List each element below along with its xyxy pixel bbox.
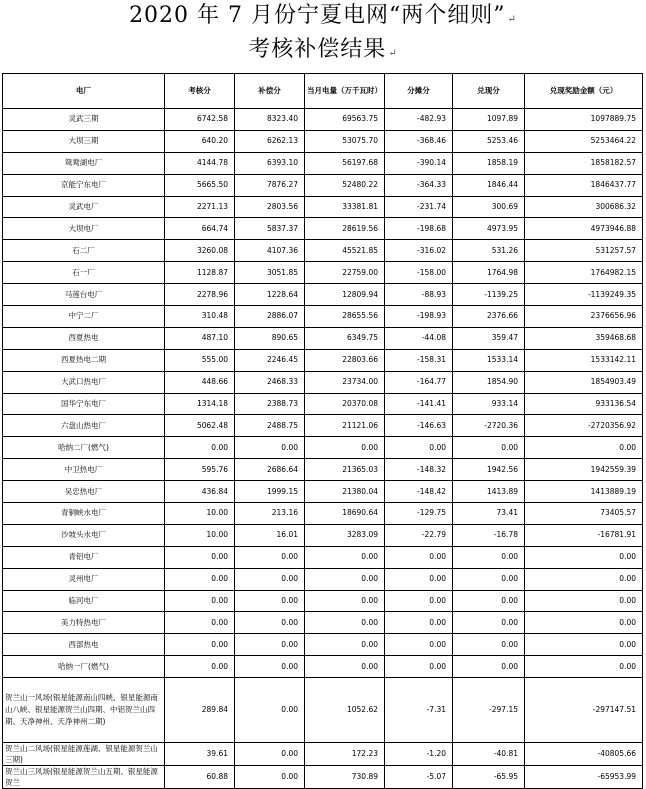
energy-cell: 21380.04 bbox=[305, 481, 385, 503]
energy-cell: 0.00 bbox=[305, 634, 385, 656]
plant-name-cell: 西部热电 bbox=[3, 634, 165, 656]
apportion-cell: -158.31 bbox=[385, 349, 453, 371]
settlement-cell: 531.26 bbox=[453, 240, 525, 262]
energy-cell: 69563.75 bbox=[305, 109, 385, 131]
table-header-row bbox=[3, 74, 643, 109]
reward-cell: 1942559.39 bbox=[525, 459, 643, 481]
assessment-cell: 595.76 bbox=[165, 459, 235, 481]
table-row bbox=[3, 678, 643, 743]
apportion-cell: -5.07 bbox=[385, 766, 453, 789]
compensation-cell: 0.00 bbox=[235, 568, 305, 590]
table-row bbox=[3, 612, 643, 634]
plant-name-cell: 灵武三期 bbox=[3, 109, 165, 131]
energy-cell: 56197.68 bbox=[305, 152, 385, 174]
column-header-settlement: 兑现分 bbox=[453, 74, 525, 109]
energy-cell: 22803.66 bbox=[305, 349, 385, 371]
table-row bbox=[3, 371, 643, 393]
plant-name-cell: 灵州电厂 bbox=[3, 568, 165, 590]
assessment-cell: 5665.50 bbox=[165, 174, 235, 196]
table-row bbox=[3, 196, 643, 218]
reward-cell: 0.00 bbox=[525, 568, 643, 590]
reward-cell: 1413889.19 bbox=[525, 481, 643, 503]
apportion-cell: -148.32 bbox=[385, 459, 453, 481]
apportion-cell: 0.00 bbox=[385, 612, 453, 634]
apportion-cell: -158.00 bbox=[385, 262, 453, 284]
settlement-cell: 4973.95 bbox=[453, 218, 525, 240]
settlement-cell: -16.78 bbox=[453, 524, 525, 546]
assessment-cell: 664.74 bbox=[165, 218, 235, 240]
assessment-cell: 1128.87 bbox=[165, 262, 235, 284]
energy-cell: 0.00 bbox=[305, 656, 385, 678]
plant-name-cell: 大坝三期 bbox=[3, 130, 165, 152]
paragraph-mark-icon: ↵ bbox=[507, 14, 517, 25]
settlement-cell: -65.95 bbox=[453, 766, 525, 789]
assessment-cell: 0.00 bbox=[165, 568, 235, 590]
reward-cell: 0.00 bbox=[525, 634, 643, 656]
column-header-plant: 电厂 bbox=[3, 74, 165, 109]
reward-cell: 4973946.88 bbox=[525, 218, 643, 240]
reward-cell: 300686.32 bbox=[525, 196, 643, 218]
reward-cell: 933136.54 bbox=[525, 393, 643, 415]
apportion-cell: -146.63 bbox=[385, 415, 453, 437]
table-row bbox=[3, 240, 643, 262]
compensation-cell: 0.00 bbox=[235, 612, 305, 634]
table-row bbox=[3, 218, 643, 240]
apportion-cell: 0.00 bbox=[385, 546, 453, 568]
reward-cell: 0.00 bbox=[525, 656, 643, 678]
reward-cell: 73405.57 bbox=[525, 503, 643, 525]
apportion-cell: -44.08 bbox=[385, 327, 453, 349]
compensation-cell: 0.00 bbox=[235, 546, 305, 568]
apportion-cell: -368.46 bbox=[385, 130, 453, 152]
apportion-cell: -1.20 bbox=[385, 743, 453, 766]
settlement-cell: 73.41 bbox=[453, 503, 525, 525]
assessment-cell: 436.84 bbox=[165, 481, 235, 503]
compensation-cell: 5837.37 bbox=[235, 218, 305, 240]
compensation-cell: 890.65 bbox=[235, 327, 305, 349]
plant-name-cell: 青铝电厂 bbox=[3, 546, 165, 568]
compensation-cell: 0.00 bbox=[235, 590, 305, 612]
reward-cell: 2376656.96 bbox=[525, 306, 643, 328]
energy-cell: 21365.03 bbox=[305, 459, 385, 481]
settlement-cell: 1413.89 bbox=[453, 481, 525, 503]
title-line-1: 2020 年 7 月份宁夏电网“两个细则” ↵ bbox=[129, 3, 517, 28]
assessment-cell: 1314.18 bbox=[165, 393, 235, 415]
assessment-cell: 2278.96 bbox=[165, 284, 235, 306]
table-row bbox=[3, 481, 643, 503]
assessment-cell: 289.84 bbox=[165, 678, 235, 743]
reward-cell: -2720356.92 bbox=[525, 415, 643, 437]
column-header-monthly-energy: 当月电量（万千瓦时） bbox=[305, 74, 385, 109]
table-row bbox=[3, 524, 643, 546]
compensation-cell: 0.00 bbox=[235, 437, 305, 459]
assessment-cell: 0.00 bbox=[165, 612, 235, 634]
energy-cell: 0.00 bbox=[305, 590, 385, 612]
table-row bbox=[3, 109, 643, 131]
assessment-cell: 0.00 bbox=[165, 634, 235, 656]
assessment-cell: 3260.08 bbox=[165, 240, 235, 262]
plant-name-cell: 贺兰山一风场(银星能源南山四峡、银星能源南山八峡、银星能源贺兰山四期、中铝贺兰山四期、天净神州、天净神州二期) bbox=[3, 678, 165, 743]
plant-name-cell: 沙坡头水电厂 bbox=[3, 524, 165, 546]
apportion-cell: 0.00 bbox=[385, 568, 453, 590]
compensation-cell: 2246.45 bbox=[235, 349, 305, 371]
apportion-cell: -141.41 bbox=[385, 393, 453, 415]
compensation-cell: 2686.64 bbox=[235, 459, 305, 481]
plant-name-cell: 西夏热电 bbox=[3, 327, 165, 349]
settlement-cell: -1139.25 bbox=[453, 284, 525, 306]
table-row bbox=[3, 656, 643, 678]
reward-cell: -1139249.35 bbox=[525, 284, 643, 306]
assessment-cell: 487.10 bbox=[165, 327, 235, 349]
settlement-cell: 359.47 bbox=[453, 327, 525, 349]
plant-name-cell: 马莲台电厂 bbox=[3, 284, 165, 306]
reward-cell: 0.00 bbox=[525, 590, 643, 612]
energy-cell: 172.23 bbox=[305, 743, 385, 766]
assessment-cell: 5062.48 bbox=[165, 415, 235, 437]
apportion-cell: -164.77 bbox=[385, 371, 453, 393]
column-header-apportion: 分摊分 bbox=[385, 74, 453, 109]
reward-cell: -297147.51 bbox=[525, 678, 643, 743]
settlement-cell: 1942.56 bbox=[453, 459, 525, 481]
energy-cell: 3283.09 bbox=[305, 524, 385, 546]
apportion-cell: -7.31 bbox=[385, 678, 453, 743]
settlement-cell: 933.14 bbox=[453, 393, 525, 415]
energy-cell: 6349.75 bbox=[305, 327, 385, 349]
compensation-cell: 4107.36 bbox=[235, 240, 305, 262]
plant-name-cell: 石一厂 bbox=[3, 262, 165, 284]
reward-cell: -16781.91 bbox=[525, 524, 643, 546]
compensation-cell: 0.00 bbox=[235, 634, 305, 656]
energy-cell: 52480.22 bbox=[305, 174, 385, 196]
compensation-cell: 213.16 bbox=[235, 503, 305, 525]
settlement-cell: 1854.90 bbox=[453, 371, 525, 393]
plant-name-cell: 中卫热电厂 bbox=[3, 459, 165, 481]
apportion-cell: -364.33 bbox=[385, 174, 453, 196]
energy-cell: 0.00 bbox=[305, 546, 385, 568]
table-row bbox=[3, 743, 643, 766]
compensation-cell: 2803.56 bbox=[235, 196, 305, 218]
reward-cell: 531257.57 bbox=[525, 240, 643, 262]
assessment-cell: 310.48 bbox=[165, 306, 235, 328]
energy-cell: 28619.56 bbox=[305, 218, 385, 240]
plant-name-cell: 青铜峡水电厂 bbox=[3, 503, 165, 525]
column-header-compensation: 补偿分 bbox=[235, 74, 305, 109]
plant-name-cell: 吴忠热电厂 bbox=[3, 481, 165, 503]
apportion-cell: -482.93 bbox=[385, 109, 453, 131]
energy-cell: 0.00 bbox=[305, 437, 385, 459]
compensation-cell: 7876.27 bbox=[235, 174, 305, 196]
reward-cell: 0.00 bbox=[525, 437, 643, 459]
apportion-cell: -231.74 bbox=[385, 196, 453, 218]
settlement-cell: -2720.36 bbox=[453, 415, 525, 437]
table-row bbox=[3, 568, 643, 590]
plant-name-cell: 国华宁东电厂 bbox=[3, 393, 165, 415]
energy-cell: 45521.85 bbox=[305, 240, 385, 262]
energy-cell: 18690.64 bbox=[305, 503, 385, 525]
apportion-cell: -390.14 bbox=[385, 152, 453, 174]
assessment-cell: 0.00 bbox=[165, 437, 235, 459]
compensation-cell: 2886.07 bbox=[235, 306, 305, 328]
settlement-cell: -40.81 bbox=[453, 743, 525, 766]
table-row bbox=[3, 503, 643, 525]
energy-cell: 23734.00 bbox=[305, 371, 385, 393]
reward-cell: 1854903.49 bbox=[525, 371, 643, 393]
settlement-cell: 1846.44 bbox=[453, 174, 525, 196]
table-row bbox=[3, 546, 643, 568]
compensation-cell: 16.01 bbox=[235, 524, 305, 546]
compensation-cell: 0.00 bbox=[235, 743, 305, 766]
settlement-cell: 300.69 bbox=[453, 196, 525, 218]
plant-name-cell: 美力特热电厂 bbox=[3, 612, 165, 634]
apportion-cell: -148.42 bbox=[385, 481, 453, 503]
plant-name-cell: 鸳鸯湖电厂 bbox=[3, 152, 165, 174]
settlement-cell: 1097.89 bbox=[453, 109, 525, 131]
plant-name-cell: 中宁二厂 bbox=[3, 306, 165, 328]
assessment-cell: 60.88 bbox=[165, 766, 235, 789]
energy-cell: 1052.62 bbox=[305, 678, 385, 743]
plant-name-cell: 贺兰山三风场(银星能源贺兰山五期、银星能源贺兰 bbox=[3, 766, 165, 789]
energy-cell: 53075.70 bbox=[305, 130, 385, 152]
table-row bbox=[3, 284, 643, 306]
table-row bbox=[3, 130, 643, 152]
assessment-cell: 10.00 bbox=[165, 524, 235, 546]
table-row bbox=[3, 766, 643, 789]
apportion-cell: -198.68 bbox=[385, 218, 453, 240]
plant-name-cell: 贺兰山二风场(银星能源莲湖、银星能源贺兰山三期) bbox=[3, 743, 165, 766]
plant-name-cell: 大武口热电厂 bbox=[3, 371, 165, 393]
apportion-cell: 0.00 bbox=[385, 437, 453, 459]
compensation-cell: 1999.15 bbox=[235, 481, 305, 503]
table-row bbox=[3, 262, 643, 284]
settlement-cell: 0.00 bbox=[453, 656, 525, 678]
table-row bbox=[3, 415, 643, 437]
apportion-cell: 0.00 bbox=[385, 590, 453, 612]
apportion-cell: -88.93 bbox=[385, 284, 453, 306]
energy-cell: 22759.00 bbox=[305, 262, 385, 284]
settlement-cell: 0.00 bbox=[453, 590, 525, 612]
energy-cell: 12809.94 bbox=[305, 284, 385, 306]
compensation-cell: 0.00 bbox=[235, 656, 305, 678]
compensation-cell: 2388.73 bbox=[235, 393, 305, 415]
compensation-cell: 8323.40 bbox=[235, 109, 305, 131]
table-row bbox=[3, 152, 643, 174]
assessment-cell: 0.00 bbox=[165, 656, 235, 678]
table-row bbox=[3, 393, 643, 415]
energy-cell: 730.89 bbox=[305, 766, 385, 789]
reward-cell: 1533142.11 bbox=[525, 349, 643, 371]
table-row bbox=[3, 306, 643, 328]
energy-cell: 33381.81 bbox=[305, 196, 385, 218]
settlement-cell: 0.00 bbox=[453, 437, 525, 459]
plant-name-cell: 灵武电厂 bbox=[3, 196, 165, 218]
settlement-cell: 2376.66 bbox=[453, 306, 525, 328]
reward-cell: 1858182.57 bbox=[525, 152, 643, 174]
paragraph-mark-icon: ↵ bbox=[388, 48, 398, 59]
reward-cell: 5253464.22 bbox=[525, 130, 643, 152]
settlement-cell: -297.15 bbox=[453, 678, 525, 743]
reward-cell: -40805.66 bbox=[525, 743, 643, 766]
plant-name-cell: 临河电厂 bbox=[3, 590, 165, 612]
reward-cell: 1846437.77 bbox=[525, 174, 643, 196]
assessment-cell: 448.66 bbox=[165, 371, 235, 393]
settlement-cell: 5253.46 bbox=[453, 130, 525, 152]
table-row bbox=[3, 459, 643, 481]
compensation-cell: 6393.10 bbox=[235, 152, 305, 174]
apportion-cell: -129.75 bbox=[385, 503, 453, 525]
assessment-cell: 6742.58 bbox=[165, 109, 235, 131]
plant-name-cell: 哈纳一厂(燃气) bbox=[3, 656, 165, 678]
settlement-cell: 0.00 bbox=[453, 546, 525, 568]
table-body bbox=[3, 109, 643, 789]
assessment-cell: 640.20 bbox=[165, 130, 235, 152]
assessment-cell: 2271.13 bbox=[165, 196, 235, 218]
plant-name-cell: 大坝电厂 bbox=[3, 218, 165, 240]
apportion-cell: -316.02 bbox=[385, 240, 453, 262]
apportion-cell: -22.79 bbox=[385, 524, 453, 546]
settlement-cell: 0.00 bbox=[453, 568, 525, 590]
settlement-cell: 1858.19 bbox=[453, 152, 525, 174]
apportion-cell: 0.00 bbox=[385, 634, 453, 656]
column-header-reward-amount: 兑现奖励金额（元） bbox=[525, 74, 643, 109]
reward-cell: 1097889.75 bbox=[525, 109, 643, 131]
plant-name-cell: 石二厂 bbox=[3, 240, 165, 262]
table-row bbox=[3, 349, 643, 371]
reward-cell: -65953.99 bbox=[525, 766, 643, 789]
settlement-cell: 1533.14 bbox=[453, 349, 525, 371]
title-line-2: 考核补偿结果 ↵ bbox=[248, 37, 398, 62]
table-row bbox=[3, 327, 643, 349]
assessment-cell: 4144.78 bbox=[165, 152, 235, 174]
reward-cell: 0.00 bbox=[525, 546, 643, 568]
apportion-cell: -198.93 bbox=[385, 306, 453, 328]
reward-cell: 0.00 bbox=[525, 612, 643, 634]
plant-name-cell: 京能宁东电厂 bbox=[3, 174, 165, 196]
reward-cell: 1764982.15 bbox=[525, 262, 643, 284]
apportion-cell: 0.00 bbox=[385, 656, 453, 678]
table-row bbox=[3, 634, 643, 656]
reward-cell: 359468.68 bbox=[525, 327, 643, 349]
column-header-assessment: 考核分 bbox=[165, 74, 235, 109]
table-row bbox=[3, 437, 643, 459]
compensation-cell: 2488.75 bbox=[235, 415, 305, 437]
energy-cell: 0.00 bbox=[305, 612, 385, 634]
compensation-cell: 0.00 bbox=[235, 678, 305, 743]
compensation-cell: 2468.33 bbox=[235, 371, 305, 393]
settlement-cell: 1764.98 bbox=[453, 262, 525, 284]
compensation-cell: 0.00 bbox=[235, 766, 305, 789]
compensation-cell: 3051.85 bbox=[235, 262, 305, 284]
plant-name-cell: 哈纳二厂(燃气) bbox=[3, 437, 165, 459]
energy-cell: 0.00 bbox=[305, 568, 385, 590]
table-row bbox=[3, 174, 643, 196]
assessment-cell: 39.61 bbox=[165, 743, 235, 766]
energy-cell: 20370.08 bbox=[305, 393, 385, 415]
assessment-cell: 555.00 bbox=[165, 349, 235, 371]
results-table bbox=[2, 73, 643, 789]
settlement-cell: 0.00 bbox=[453, 612, 525, 634]
energy-cell: 21121.06 bbox=[305, 415, 385, 437]
assessment-cell: 0.00 bbox=[165, 590, 235, 612]
table-row bbox=[3, 590, 643, 612]
energy-cell: 28655.56 bbox=[305, 306, 385, 328]
assessment-cell: 10.00 bbox=[165, 503, 235, 525]
document-title bbox=[0, 1, 646, 69]
plant-name-cell: 西夏热电二期 bbox=[3, 349, 165, 371]
plant-name-cell: 六盘山热电厂 bbox=[3, 415, 165, 437]
compensation-cell: 6262.13 bbox=[235, 130, 305, 152]
assessment-cell: 0.00 bbox=[165, 546, 235, 568]
settlement-cell: 0.00 bbox=[453, 634, 525, 656]
compensation-cell: 1228.64 bbox=[235, 284, 305, 306]
